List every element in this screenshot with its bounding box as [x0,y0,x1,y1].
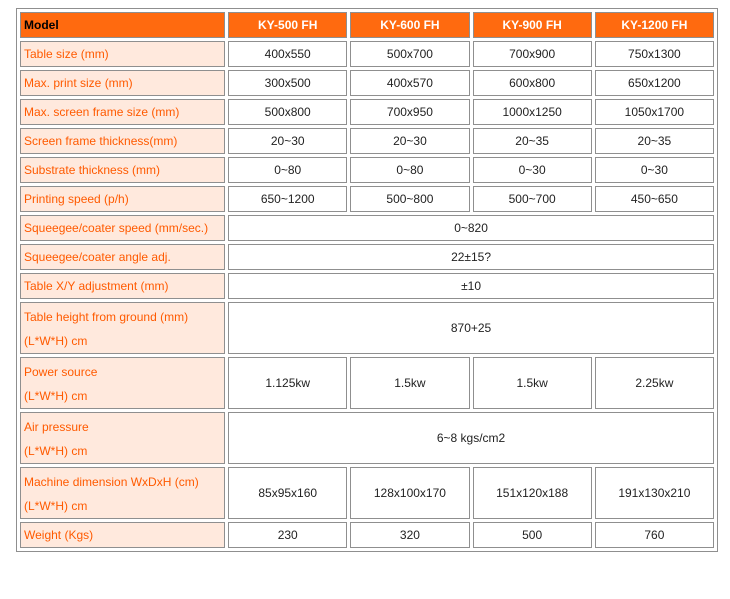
table-row [20,244,714,270]
table-row [20,302,714,354]
row-value: 2.25kw [595,357,714,409]
row-label: Screen frame thickness(mm) [20,128,225,154]
row-value: 600x800 [473,70,592,96]
row-value: 650x1200 [595,70,714,96]
row-value: 400x570 [350,70,469,96]
table-row [20,186,714,212]
row-label [20,467,225,519]
row-label-sub: (L*W*H) cm [24,444,88,458]
row-value: 85x95x160 [228,467,347,519]
row-value-merged: 6~8 kgs/cm2 [228,412,714,464]
row-label-main: Air pressure [24,420,89,434]
table-row [20,357,714,409]
row-value-merged: 0~820 [228,215,714,241]
row-value: 0~80 [350,157,469,183]
row-label: Squeegee/coater angle adj. [20,244,225,270]
row-label: Max. print size (mm) [20,70,225,96]
row-value: 20~35 [473,128,592,154]
row-label: Table size (mm) [20,41,225,67]
row-value: 0~30 [595,157,714,183]
row-value: 500x800 [228,99,347,125]
row-value: 320 [350,522,469,548]
table-row [20,412,714,464]
table-row [20,467,714,519]
table-row [20,41,714,67]
row-label-sub: (L*W*H) cm [24,334,88,348]
row-value-merged: ±10 [228,273,714,299]
table-row [20,522,714,548]
row-label: Table X/Y adjustment (mm) [20,273,225,299]
row-label: Max. screen frame size (mm) [20,99,225,125]
header-model-1: KY-500 FH [228,12,347,38]
row-value: 20~30 [350,128,469,154]
row-value-merged: 22±15? [228,244,714,270]
row-value: 1050x1700 [595,99,714,125]
row-label: Substrate thickness (mm) [20,157,225,183]
table-row [20,273,714,299]
table-row [20,215,714,241]
row-label [20,412,225,464]
row-value: 191x130x210 [595,467,714,519]
row-value: 0~80 [228,157,347,183]
row-value: 1.125kw [228,357,347,409]
row-value: 151x120x188 [473,467,592,519]
row-value: 650~1200 [228,186,347,212]
header-row [20,12,714,38]
row-value: 500x700 [350,41,469,67]
row-label: Printing speed (p/h) [20,186,225,212]
row-label: Weight (Kgs) [20,522,225,548]
row-value: 750x1300 [595,41,714,67]
row-value: 300x500 [228,70,347,96]
table-row [20,128,714,154]
row-value: 20~30 [228,128,347,154]
row-label-main: Power source [24,365,98,379]
spec-table [16,8,718,552]
header-model-2: KY-600 FH [350,12,469,38]
row-value: 450~650 [595,186,714,212]
row-value: 230 [228,522,347,548]
table-row [20,157,714,183]
row-label-sub: (L*W*H) cm [24,499,88,513]
row-value: 1.5kw [473,357,592,409]
row-value: 700x950 [350,99,469,125]
row-value: 500~700 [473,186,592,212]
table-row [20,99,714,125]
row-label-main: Machine dimension WxDxH (cm) [24,475,199,489]
row-label [20,357,225,409]
row-value-merged: 870+25 [228,302,714,354]
table-row [20,70,714,96]
row-value: 400x550 [228,41,347,67]
header-model-label: Model [20,12,225,38]
row-value: 1.5kw [350,357,469,409]
row-label-sub: (L*W*H) cm [24,389,88,403]
row-value: 20~35 [595,128,714,154]
row-label: Squeegee/coater speed (mm/sec.) [20,215,225,241]
row-value: 128x100x170 [350,467,469,519]
row-value: 760 [595,522,714,548]
row-label [20,302,225,354]
header-model-3: KY-900 FH [473,12,592,38]
row-value: 700x900 [473,41,592,67]
header-model-4: KY-1200 FH [595,12,714,38]
row-value: 500 [473,522,592,548]
row-label-main: Table height from ground (mm) [24,310,189,324]
row-value: 0~30 [473,157,592,183]
row-value: 1000x1250 [473,99,592,125]
row-value: 500~800 [350,186,469,212]
